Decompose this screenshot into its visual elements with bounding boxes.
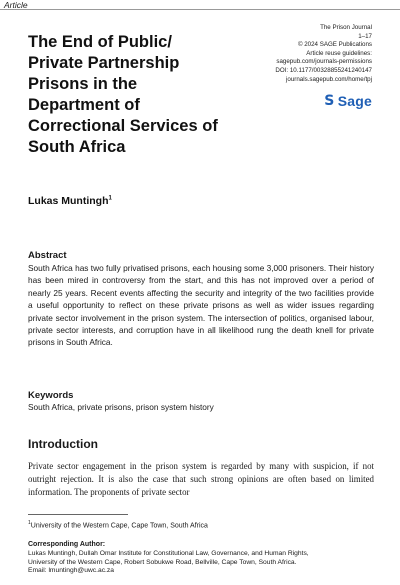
journal-name: The Prison Journal xyxy=(320,24,372,31)
abstract-text: South Africa has two fully privatised prisons, each housing some 3,000 prisoners. Their history has been mired in controversy from the start, and this has not improved over a period of nearly 25 years. Recent events affecting the security and integrity of the two facilities provide a useful opportunity to reflect on these private prisons as well as wider issues regarding private sector involvement in the prison system. The intersection of politics, organised labour, private sector interests, and corruption have in all likelihood rung the death knell for private prisons in South Africa. xyxy=(28,263,374,348)
title-line: Prisons in the xyxy=(28,75,138,93)
corresponding-line: Lukas Muntingh, Dullah Omar Institute for Constitutional Law, Governance, and Human Rights, xyxy=(28,550,309,557)
corresponding-email[interactable]: Email: lmuntingh@uwc.ac.za xyxy=(28,567,114,575)
reuse-label: Article reuse guidelines: xyxy=(306,49,372,57)
header-rule xyxy=(0,9,400,10)
author-name: Lukas Muntingh xyxy=(28,195,109,207)
author-line xyxy=(28,195,112,207)
sage-s-icon: S xyxy=(324,93,335,109)
corresponding-line: University of the Western Cape, Robert Sobukwe Road, Bellville, Cape Town, South Africa. xyxy=(28,558,297,566)
keywords-heading: Keywords xyxy=(28,390,74,401)
abstract-heading: Abstract xyxy=(28,250,67,261)
sage-wordmark: Sage xyxy=(337,93,372,109)
journal-home-link[interactable]: journals.sagepub.com/home/tpj xyxy=(286,75,372,83)
corresponding-author-heading: Corresponding Author: xyxy=(28,541,106,548)
copyright: © 2024 SAGE Publications xyxy=(297,41,372,49)
author-affiliation-marker: 1 xyxy=(108,195,112,202)
reuse-link[interactable]: sagepub.com/journals-permissions xyxy=(276,58,372,66)
page-range: 1–17 xyxy=(358,32,372,40)
footnote-rule xyxy=(28,514,128,515)
affiliation-marker: 1 xyxy=(28,520,31,526)
introduction-heading: Introduction xyxy=(28,437,98,451)
doi[interactable]: DOI: 10.1177/00328855241240147 xyxy=(275,66,372,74)
affiliation-footnote xyxy=(28,520,208,529)
title-line: Correctional Services of xyxy=(28,117,218,135)
corresponding-author-details xyxy=(28,550,378,576)
title-line: Private Partnership xyxy=(28,54,180,72)
title-line: South Africa xyxy=(28,138,126,156)
title-line: Department of xyxy=(28,96,140,114)
journal-meta xyxy=(222,24,372,84)
article-type-label: Article xyxy=(4,0,28,10)
sage-logo xyxy=(323,93,372,109)
title-line: The End of Public/ xyxy=(28,33,172,51)
introduction-text: Private sector engagement in the prison system is regarded by many with suspicion, if not outright rejection. It is also the case that such strong opinions are often based on limited information. The proponents of private sector xyxy=(28,461,374,497)
keywords-text: South Africa, private prisons, prison system history xyxy=(28,402,214,412)
affiliation-text: University of the Western Cape, Cape Town, South Africa xyxy=(30,522,208,530)
